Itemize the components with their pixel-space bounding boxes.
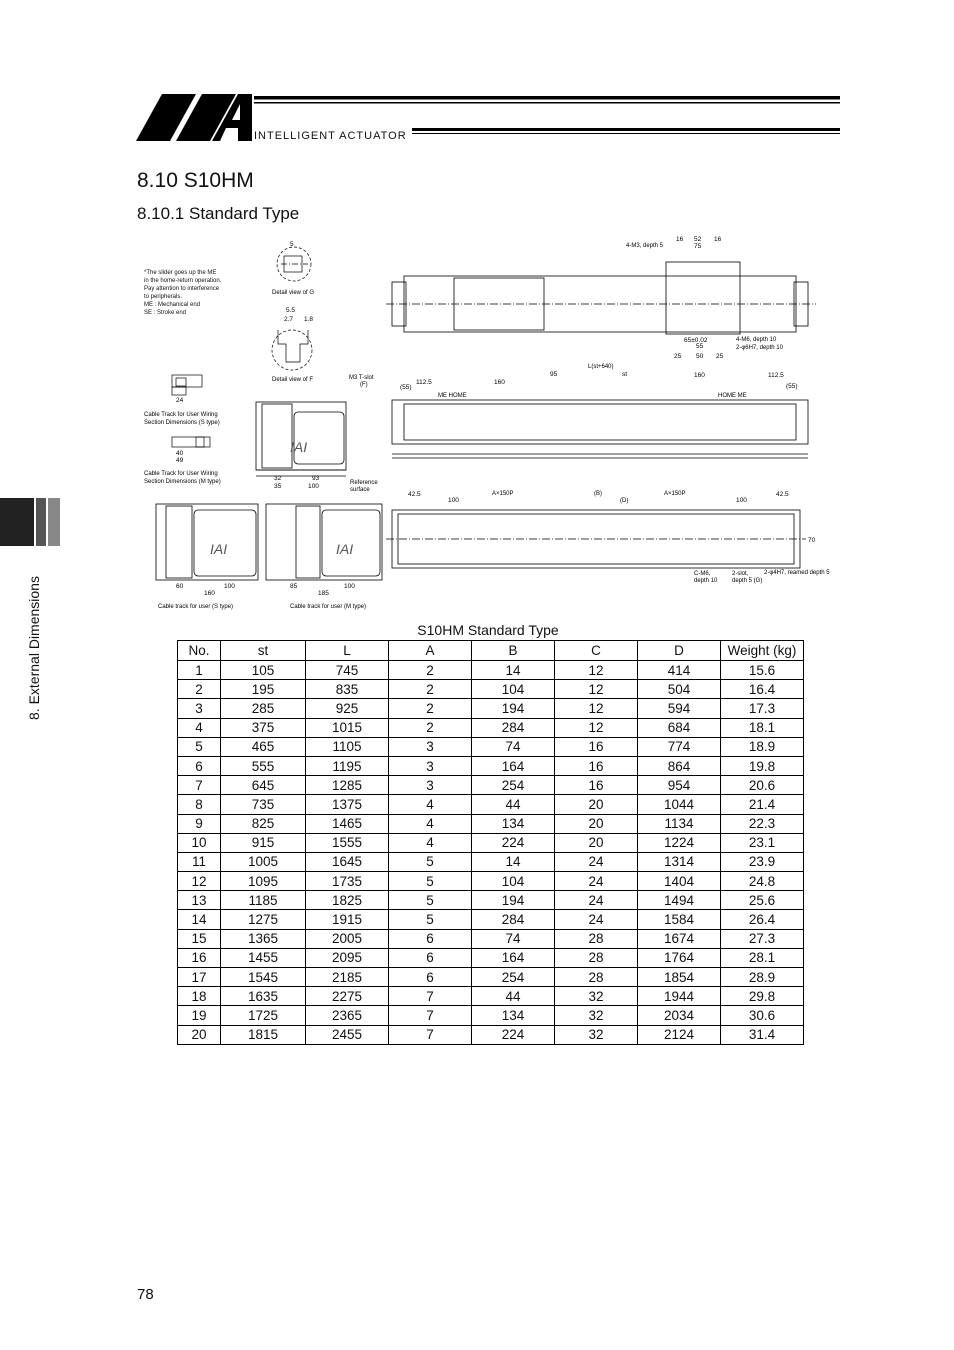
table-cell: 1105: [306, 737, 389, 756]
table-cell: 194: [472, 699, 555, 718]
table-cell: 1645: [306, 852, 389, 871]
table-cell: 254: [472, 776, 555, 795]
table-cell: 1185: [221, 891, 306, 910]
table-row: [178, 661, 804, 680]
table-cell: 194: [472, 891, 555, 910]
table-cell: 134: [472, 814, 555, 833]
table-row: [178, 852, 804, 871]
table-cell: 28: [555, 968, 638, 987]
reamed-label: 2-φ4H7, reamed depth 5: [764, 570, 830, 576]
table-cell: 74: [472, 737, 555, 756]
table-cell: 1584: [638, 910, 721, 929]
reference-label: Reference: [350, 480, 378, 486]
top-view: [386, 262, 816, 334]
table-cell: 2124: [638, 1025, 721, 1044]
note-line: ME : Mechanical end: [144, 302, 201, 308]
c-m6-label: C-M6,: [694, 571, 711, 577]
iai-mark: IAI: [290, 439, 308, 455]
table-cell: 954: [638, 776, 721, 795]
dim-text: (55): [400, 384, 412, 391]
table-cell: 15.6: [721, 661, 804, 680]
table-cell: 31.4: [721, 1025, 804, 1044]
table-cell: 17: [178, 968, 221, 987]
table-cell: 16: [555, 776, 638, 795]
table-cell: 1375: [306, 795, 389, 814]
cable-m-section-label: Section Dimensions (M type): [144, 479, 221, 485]
dim-text: 50: [696, 353, 704, 360]
table-cell: 164: [472, 948, 555, 967]
dim-text: 100: [736, 497, 747, 504]
table-cell: 3: [389, 776, 472, 795]
table-cell: 1314: [638, 852, 721, 871]
table-cell: 3: [389, 737, 472, 756]
table-row: [178, 699, 804, 718]
table-row: [178, 987, 804, 1006]
table-cell: 1545: [221, 968, 306, 987]
st-label: st: [622, 371, 628, 378]
note-line: to peripherals.: [144, 294, 183, 300]
detail-view-f: [272, 330, 312, 370]
dimension-drawing: [136, 232, 842, 616]
dim-text: 85: [290, 583, 298, 590]
table-cell: 1915: [306, 910, 389, 929]
table-cell: 1275: [221, 910, 306, 929]
table-row: [178, 680, 804, 699]
table-cell: 2455: [306, 1025, 389, 1044]
table-cell: 284: [472, 718, 555, 737]
table-cell: 28.1: [721, 948, 804, 967]
table-cell: 25.6: [721, 891, 804, 910]
col-header-st: st: [221, 641, 306, 661]
table-caption: S10HM Standard Type: [417, 622, 559, 638]
table-cell: 12: [178, 872, 221, 891]
table-cell: 4: [389, 833, 472, 852]
table-cell: 18.9: [721, 737, 804, 756]
table-cell: 7: [389, 1025, 472, 1044]
cable-user-m-label: Cable track for user (M type): [290, 604, 367, 610]
iai-mark: IAI: [336, 541, 354, 557]
table-row: [178, 1006, 804, 1025]
dim-text: 100: [224, 583, 235, 590]
table-cell: 2185: [306, 968, 389, 987]
dim-text: 49: [176, 457, 184, 464]
table-cell: 23.9: [721, 852, 804, 871]
table-cell: 13: [178, 891, 221, 910]
table-cell: 18.1: [721, 718, 804, 737]
table-row: [178, 833, 804, 852]
bottom-view: [386, 510, 806, 568]
note-line: Pay attention to interference: [144, 286, 220, 292]
table-cell: 555: [221, 756, 306, 775]
table-cell: 825: [221, 814, 306, 833]
table-cell: 32: [555, 987, 638, 1006]
table-cell: 465: [221, 737, 306, 756]
detail-f-label: Detail view of F: [272, 377, 314, 383]
col-header-weight: Weight (kg): [721, 641, 804, 661]
table-cell: 5: [389, 910, 472, 929]
dim-text: 112.5: [416, 379, 432, 386]
table-cell: 6: [389, 948, 472, 967]
table-cell: 1134: [638, 814, 721, 833]
table-cell: 21.4: [721, 795, 804, 814]
m6-depth-label: 4-M6, depth 10: [736, 337, 777, 343]
table-cell: 684: [638, 718, 721, 737]
table-cell: 7: [389, 1006, 472, 1025]
dim-text: 70: [808, 537, 816, 544]
table-cell: 1015: [306, 718, 389, 737]
table-cell: 12: [555, 680, 638, 699]
dim-text: 42.5: [408, 491, 421, 498]
dim-text: 16: [676, 236, 684, 243]
table-cell: 2275: [306, 987, 389, 1006]
table-cell: 1465: [306, 814, 389, 833]
table-cell: 1764: [638, 948, 721, 967]
table-cell: 735: [221, 795, 306, 814]
table-cell: 2: [389, 718, 472, 737]
dim-text: 93: [312, 475, 320, 482]
table-cell: 1365: [221, 929, 306, 948]
dim-text: 55: [696, 343, 704, 350]
table-cell: 20: [178, 1025, 221, 1044]
table-cell: 2: [389, 699, 472, 718]
col-header-b: B: [472, 641, 555, 661]
table-cell: 104: [472, 680, 555, 699]
note-block: [144, 270, 222, 316]
cable-section-m: [172, 437, 210, 447]
table-cell: 925: [306, 699, 389, 718]
table-cell: 30.6: [721, 1006, 804, 1025]
table-cell: 414: [638, 661, 721, 680]
table-cell: 4: [389, 814, 472, 833]
table-cell: 17.3: [721, 699, 804, 718]
table-cell: 24.8: [721, 872, 804, 891]
col-header-a: A: [389, 641, 472, 661]
table-cell: 16: [555, 756, 638, 775]
subsection-title: 8.10.1 Standard Type: [137, 204, 300, 223]
table-row: [178, 795, 804, 814]
table-cell: 1735: [306, 872, 389, 891]
table-row: [178, 718, 804, 737]
table-cell: 134: [472, 1006, 555, 1025]
table-cell: 14: [472, 852, 555, 871]
d-label: (D): [620, 498, 629, 504]
table-cell: 3: [389, 756, 472, 775]
table-cell: 6: [389, 929, 472, 948]
dim-text: 5.5: [286, 307, 296, 314]
table-cell: 14: [178, 910, 221, 929]
table-cell: 11: [178, 852, 221, 871]
table-cell: 774: [638, 737, 721, 756]
me-home-right: HOME ME: [718, 393, 747, 399]
table-cell: 104: [472, 872, 555, 891]
table-cell: 3: [178, 699, 221, 718]
table-cell: 2: [389, 680, 472, 699]
dim-text: 2.7: [284, 316, 294, 323]
cable-s-section-label: Section Dimensions (S type): [144, 420, 220, 426]
dim-text: 185: [318, 590, 329, 597]
table-cell: 1555: [306, 833, 389, 852]
table-cell: 164: [472, 756, 555, 775]
table-cell: 32: [555, 1006, 638, 1025]
dim-text: 100: [344, 583, 355, 590]
table-cell: 1044: [638, 795, 721, 814]
dim-text: 42.5: [776, 491, 789, 498]
section-title: 8.10 S10HM: [137, 169, 254, 192]
table-cell: 44: [472, 795, 555, 814]
table-row: [178, 776, 804, 795]
table-row: [178, 737, 804, 756]
reference-label: surface: [350, 487, 370, 493]
table-cell: 23.1: [721, 833, 804, 852]
detail-view-g: [277, 247, 311, 281]
b-label: (B): [594, 491, 602, 497]
table-cell: 20.6: [721, 776, 804, 795]
cable-s-section-label: Cable Track for User Wiring: [144, 412, 218, 418]
cable-section-s: [172, 375, 202, 395]
c-m6-depth: depth 10: [694, 578, 718, 584]
dim-text: 25: [716, 353, 724, 360]
table-cell: 1725: [221, 1006, 306, 1025]
dim-text: 95: [550, 371, 558, 378]
table-cell: 24: [555, 872, 638, 891]
table-cell: 2365: [306, 1006, 389, 1025]
table-cell: 835: [306, 680, 389, 699]
table-cell: 5: [178, 737, 221, 756]
table-cell: 19: [178, 1006, 221, 1025]
table-row: [178, 948, 804, 967]
table-cell: 864: [638, 756, 721, 775]
dim-text: 1.8: [304, 316, 314, 323]
a150-left: A×150P: [492, 491, 514, 497]
spec-table: [177, 640, 804, 1045]
dim-text: 100: [308, 483, 319, 490]
m3-depth-label: 4-M3, depth 5: [626, 243, 664, 249]
table-cell: 2: [389, 661, 472, 680]
table-cell: 15: [178, 929, 221, 948]
table-row: [178, 756, 804, 775]
table-cell: 44: [472, 987, 555, 1006]
table-cell: 28: [555, 929, 638, 948]
table-cell: 28: [555, 948, 638, 967]
table-cell: 224: [472, 1025, 555, 1044]
table-cell: 504: [638, 680, 721, 699]
l-formula-label: L(st+640): [588, 364, 614, 370]
table-cell: 1195: [306, 756, 389, 775]
table-cell: 27.3: [721, 929, 804, 948]
table-row: [178, 872, 804, 891]
table-cell: 20: [555, 833, 638, 852]
table-cell: 1455: [221, 948, 306, 967]
table-cell: 254: [472, 968, 555, 987]
table-cell: 16: [178, 948, 221, 967]
col-header-d: D: [638, 641, 721, 661]
dim-text: 65±0.02: [684, 337, 708, 344]
table-cell: 1005: [221, 852, 306, 871]
table-cell: 1224: [638, 833, 721, 852]
slot-depth: depth 5 (G): [732, 578, 763, 584]
detail-g-label: Detail view of G: [272, 290, 315, 296]
side-tab-label: 8. External Dimensions: [26, 576, 42, 720]
table-cell: 5: [389, 891, 472, 910]
dim-text: 24: [176, 397, 184, 404]
table-cell: 1095: [221, 872, 306, 891]
table-cell: 594: [638, 699, 721, 718]
table-cell: 1944: [638, 987, 721, 1006]
dim-text: 16: [714, 236, 722, 243]
table-cell: 18: [178, 987, 221, 1006]
cable-track-m-view: [266, 504, 382, 580]
table-cell: 24: [555, 852, 638, 871]
table-cell: 12: [555, 699, 638, 718]
col-header-no: No.: [178, 641, 221, 661]
dim-text: 160: [204, 590, 215, 597]
table-body: [178, 661, 804, 1045]
note-line: in the home-return operation.: [144, 278, 222, 284]
table-cell: 1825: [306, 891, 389, 910]
table-cell: 12: [555, 661, 638, 680]
table-cell: 19.8: [721, 756, 804, 775]
table-cell: 4: [389, 795, 472, 814]
iai-mark: IAI: [210, 541, 228, 557]
cable-m-section-label: Cable Track for User Wiring: [144, 471, 218, 477]
table-cell: 195: [221, 680, 306, 699]
iai-logo: [136, 94, 840, 142]
brand-text: INTELLIGENT ACTUATOR: [254, 130, 407, 142]
dim-text: 52: [694, 236, 702, 243]
table-cell: 285: [221, 699, 306, 718]
m3-tslot-label: M3 T-slot: [349, 375, 374, 381]
table-cell: 22.3: [721, 814, 804, 833]
table-cell: 745: [306, 661, 389, 680]
m3-tslot-f: (F): [360, 382, 368, 388]
table-cell: 5: [389, 872, 472, 891]
table-cell: 1404: [638, 872, 721, 891]
dim-text: 160: [494, 379, 505, 386]
note-line: *The slider goes up the ME: [144, 270, 217, 276]
table-cell: 2005: [306, 929, 389, 948]
table-cell: 24: [555, 910, 638, 929]
table-cell: 4: [178, 718, 221, 737]
table-cell: 2034: [638, 1006, 721, 1025]
a150-right: A×150P: [664, 491, 686, 497]
table-cell: 12: [555, 718, 638, 737]
table-cell: 8: [178, 795, 221, 814]
table-cell: 915: [221, 833, 306, 852]
dim-text: 5: [290, 241, 294, 248]
dim-text: 25: [674, 353, 682, 360]
table-row: [178, 968, 804, 987]
table-cell: 284: [472, 910, 555, 929]
table-cell: 645: [221, 776, 306, 795]
table-cell: 6: [389, 968, 472, 987]
dim-text: 60: [176, 583, 184, 590]
col-header-l: L: [306, 641, 389, 661]
table-cell: 20: [555, 814, 638, 833]
slot-label: 2-slot,: [732, 571, 749, 577]
table-row: [178, 910, 804, 929]
table-cell: 10: [178, 833, 221, 852]
dim-text: 40: [176, 450, 184, 457]
dim-text: (55): [786, 383, 798, 390]
table-cell: 105: [221, 661, 306, 680]
note-line: SE : Stroke end: [144, 310, 187, 316]
cable-user-s-label: Cable track for user (S type): [158, 604, 234, 610]
table-cell: 29.8: [721, 987, 804, 1006]
table-cell: 1: [178, 661, 221, 680]
phi6h7-label: 2-φ6H7, depth 10: [736, 345, 783, 351]
table-row: [178, 929, 804, 948]
table-row: [178, 1025, 804, 1044]
side-view: [392, 400, 808, 458]
table-cell: 1815: [221, 1025, 306, 1044]
dim-text: 35: [274, 483, 282, 490]
table-cell: 14: [472, 661, 555, 680]
table-cell: 1674: [638, 929, 721, 948]
me-home-left: ME HOME: [438, 393, 467, 399]
table-cell: 2095: [306, 948, 389, 967]
table-cell: 26.4: [721, 910, 804, 929]
table-cell: 5: [389, 852, 472, 871]
cable-track-s-view: [156, 504, 258, 580]
table-cell: 7: [178, 776, 221, 795]
table-cell: 28.9: [721, 968, 804, 987]
table-cell: 32: [555, 1025, 638, 1044]
table-cell: 1285: [306, 776, 389, 795]
table-cell: 7: [389, 987, 472, 1006]
table-row: [178, 891, 804, 910]
table-cell: 74: [472, 929, 555, 948]
table-cell: 16.4: [721, 680, 804, 699]
table-cell: 9: [178, 814, 221, 833]
table-cell: 375: [221, 718, 306, 737]
dim-text: 32: [274, 475, 282, 482]
dim-text: 112.5: [768, 372, 784, 379]
page-number: 78: [137, 1286, 154, 1303]
table-row: [178, 814, 804, 833]
table-cell: 20: [555, 795, 638, 814]
table-cell: 224: [472, 833, 555, 852]
table-cell: 24: [555, 891, 638, 910]
side-tab-marker: [0, 498, 60, 546]
table-cell: 16: [555, 737, 638, 756]
table-cell: 6: [178, 756, 221, 775]
table-cell: 1494: [638, 891, 721, 910]
dim-text: 160: [694, 372, 705, 379]
dim-text: 75: [694, 243, 702, 250]
dim-text: 100: [448, 497, 459, 504]
table-cell: 2: [178, 680, 221, 699]
table-cell: 1635: [221, 987, 306, 1006]
table-header-row: [178, 641, 804, 661]
col-header-c: C: [555, 641, 638, 661]
table-cell: 1854: [638, 968, 721, 987]
